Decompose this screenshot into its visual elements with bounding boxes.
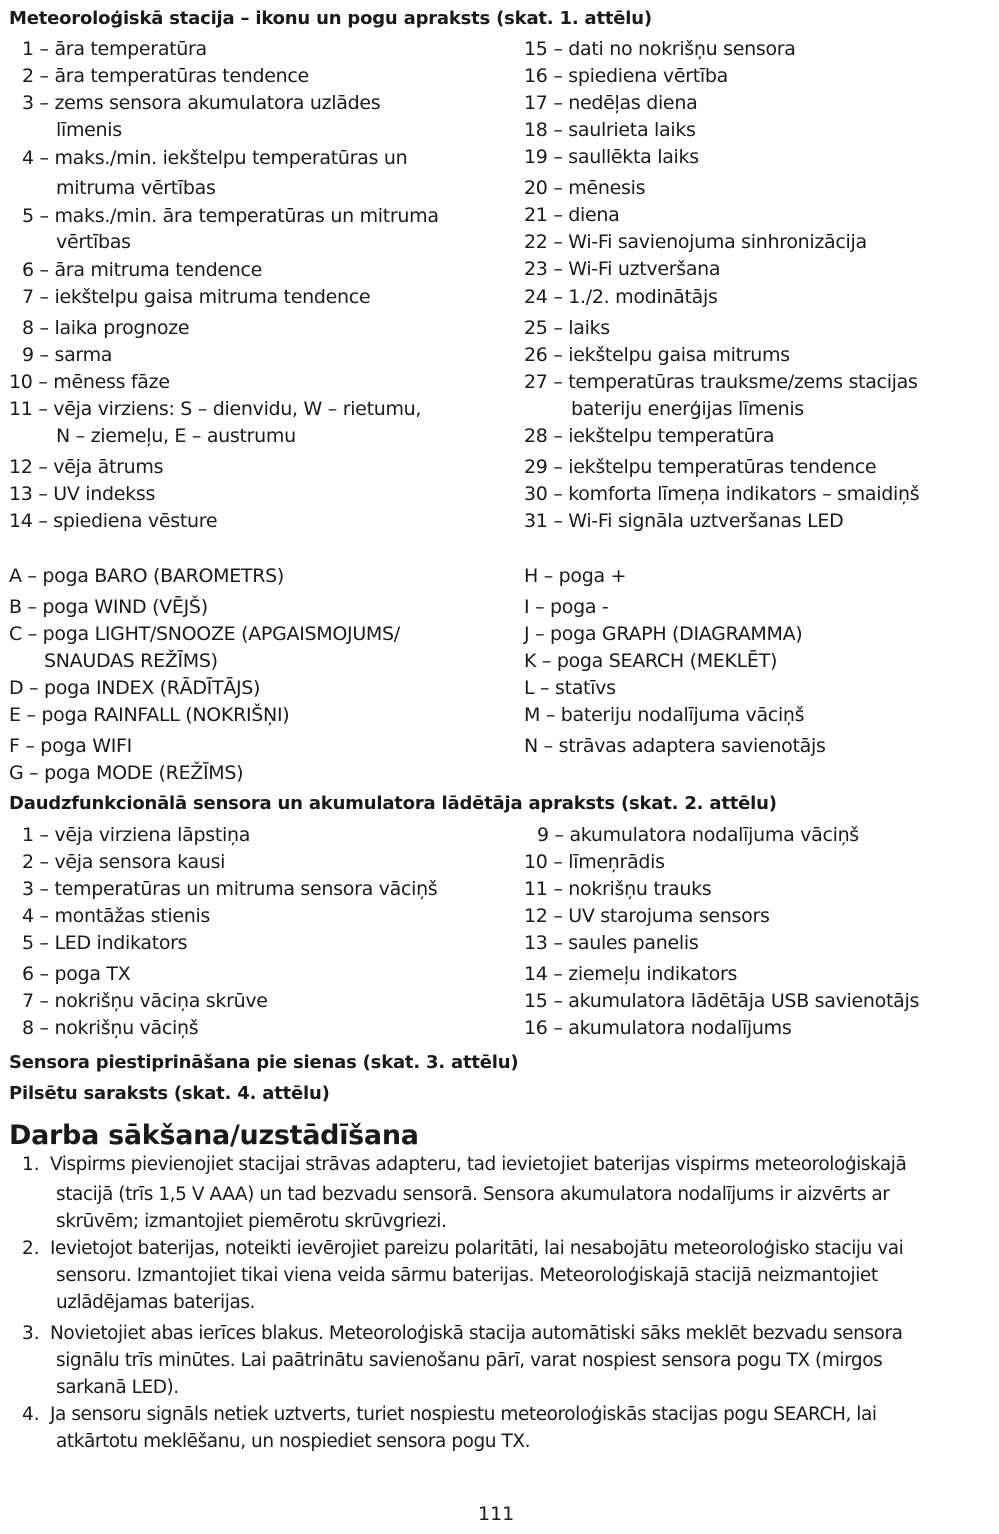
list-item: H – poga + [524,565,627,587]
list-item: A – poga BARO (BAROMETRS) [9,565,285,587]
list-item: 4 – montāžas stienis [22,905,211,927]
list-item: 16 – spiediena vērtība [524,65,729,87]
list-item: 6 – poga TX [22,963,131,985]
list-item: 9 – sarma [22,344,113,366]
list-item-continuation: mitruma vērtības [56,177,216,199]
list-item: 1 – āra temperatūra [22,38,207,60]
section-heading-wall-mount: Sensora piestiprināšana pie sienas (skat. 3. attēlu) [9,1052,519,1073]
list-item: 7 – nokrišņu vāciņa skrūve [22,990,268,1012]
list-item: 10 – līmeņrādis [524,851,665,873]
list-item: 3 – temperatūras un mitruma sensora vāciņš [22,878,438,900]
step-text-line: Novietojiet abas ierīces blakus. Meteoroloģiskā stacija automātiski sāks meklēt bezvadu sensora [50,1323,903,1344]
list-item: N – strāvas adaptera savienotājs [524,735,826,757]
list-item: 13 – UV indekss [9,483,156,505]
list-item-continuation: līmenis [56,119,122,141]
list-item: 13 – saules panelis [524,932,699,954]
list-item: 26 – iekštelpu gaisa mitrums [524,344,790,366]
list-item-continuation: N – ziemeļu, E – austrumu [56,425,296,447]
list-item: 12 – vēja ātrums [9,456,164,478]
list-item: 18 – saulrieta laiks [524,119,696,141]
list-item-continuation: vērtības [56,231,131,253]
list-item: 25 – laiks [524,317,610,339]
list-item: 27 – temperatūras trauksme/zems stacijas [524,371,918,393]
step-text-line: uzlādējamas baterijas. [56,1292,255,1313]
list-item: 14 – spiediena vēsture [9,510,218,532]
section-heading-sensor: Daudzfunkcionālā sensora un akumulatora lādētāja apraksts (skat. 2. attēlu) [9,793,777,814]
list-item: 21 – diena [524,204,620,226]
list-item: 16 – akumulatora nodalījums [524,1017,792,1039]
list-item: 29 – iekštelpu temperatūras tendence [524,456,877,478]
list-item: 24 – 1./2. modinātājs [524,286,718,308]
page-number: 111 [478,1503,515,1525]
list-item: 31 – Wi-Fi signāla uztveršanas LED [524,510,844,532]
list-item: F – poga WIFI [9,735,132,757]
list-item: G – poga MODE (REŽĪMS) [9,762,244,784]
list-item: 28 – iekštelpu temperatūra [524,425,775,447]
step-text-line: stacijā (trīs 1,5 V AAA) un tad bezvadu sensorā. Sensora akumulatora nodalījums ir aizvērts ar [56,1184,890,1205]
list-item: 6 – āra mitruma tendence [22,259,262,281]
section-heading-city-list: Pilsētu saraksts (skat. 4. attēlu) [9,1083,330,1104]
list-item: 8 – nokrišņu vāciņš [22,1017,199,1039]
list-item: 2 – vēja sensora kausi [22,851,226,873]
step-text-line: sensoru. Izmantojiet tikai viena veida sārmu baterijas. Meteoroloģiskajā stacijā neizmantojiet [56,1265,878,1286]
list-item-continuation: bateriju enerģijas līmenis [571,398,804,420]
list-item: K – poga SEARCH (MEKLĒT) [524,650,778,672]
list-item: L – statīvs [524,677,616,699]
step-number: 4. [22,1404,40,1425]
step-number: 1. [22,1154,40,1175]
list-item: 8 – laika prognoze [22,317,190,339]
list-item: 22 – Wi-Fi savienojuma sinhronizācija [524,231,867,253]
list-item: D – poga INDEX (RĀDĪTĀJS) [9,677,261,699]
list-item: 20 – mēnesis [524,177,646,199]
step-text-line: skrūvēm; izmantojiet piemērotu skrūvgriezi. [56,1211,447,1232]
list-item: 10 – mēness fāze [9,371,170,393]
step-number: 2. [22,1238,40,1259]
list-item: 2 – āra temperatūras tendence [22,65,309,87]
list-item: 4 – maks./min. iekštelpu temperatūras un [22,147,408,169]
list-item: 1 – vēja virziena lāpstiņa [22,824,251,846]
step-text-line: signālu trīs minūtes. Lai paātrinātu savienošanu pārī, varat nospiest sensora pogu TX (mirgos [56,1350,883,1371]
list-item: 9 – akumulatora nodalījuma vāciņš [537,824,859,846]
list-item: 11 – nokrišņu trauks [524,878,712,900]
list-item: 5 – maks./min. āra temperatūras un mitruma [22,205,439,227]
list-item: 23 – Wi-Fi uztveršana [524,258,721,280]
list-item: 5 – LED indikators [22,932,188,954]
list-item: C – poga LIGHT/SNOOZE (APGAISMOJUMS/ [9,623,400,645]
list-item: 19 – saullēkta laiks [524,146,699,168]
list-item: I – poga - [524,596,609,618]
list-item: E – poga RAINFALL (NOKRIŠŅI) [9,704,290,726]
setup-heading: Darba sākšana/uzstādīšana [9,1120,419,1151]
list-item: 15 – akumulatora lādētāja USB savienotājs [524,990,920,1012]
list-item: 17 – nedēļas diena [524,92,698,114]
list-item: 11 – vēja virziens: S – dienvidu, W – rietumu, [9,398,422,420]
step-number: 3. [22,1323,40,1344]
step-text-line: Ievietojot baterijas, noteikti ievērojiet pareizu polaritāti, lai nesabojātu meteoroloģisko staciju vai [50,1238,904,1259]
list-item: 3 – zems sensora akumulatora uzlādes [22,92,381,114]
list-item-continuation: SNAUDAS REŽĪMS) [44,650,218,672]
list-item: 15 – dati no nokrišņu sensora [524,38,796,60]
step-text-line: Vispirms pievienojiet stacijai strāvas adapteru, tad ievietojiet baterijas vispirms meteoroloģiskajā [50,1154,907,1175]
list-item: 30 – komforta līmeņa indikators – smaidiņš [524,483,920,505]
list-item: 14 – ziemeļu indikators [524,963,738,985]
list-item: M – bateriju nodalījuma vāciņš [524,704,805,726]
list-item: 7 – iekštelpu gaisa mitruma tendence [22,286,371,308]
list-item: B – poga WIND (VĒJŠ) [9,596,208,618]
step-text-line: sarkanā LED). [56,1377,179,1398]
list-item: 12 – UV starojuma sensors [524,905,770,927]
step-text-line: atkārtotu meklēšanu, un nospiediet sensora pogu TX. [56,1431,531,1452]
list-item: J – poga GRAPH (DIAGRAMMA) [524,623,803,645]
section-heading-station-icons: Meteoroloģiskā stacija – ikonu un pogu apraksts (skat. 1. attēlu) [9,8,652,29]
step-text-line: Ja sensoru signāls netiek uztverts, turiet nospiestu meteoroloģiskās stacijas pogu SEARCH, lai [50,1404,877,1425]
